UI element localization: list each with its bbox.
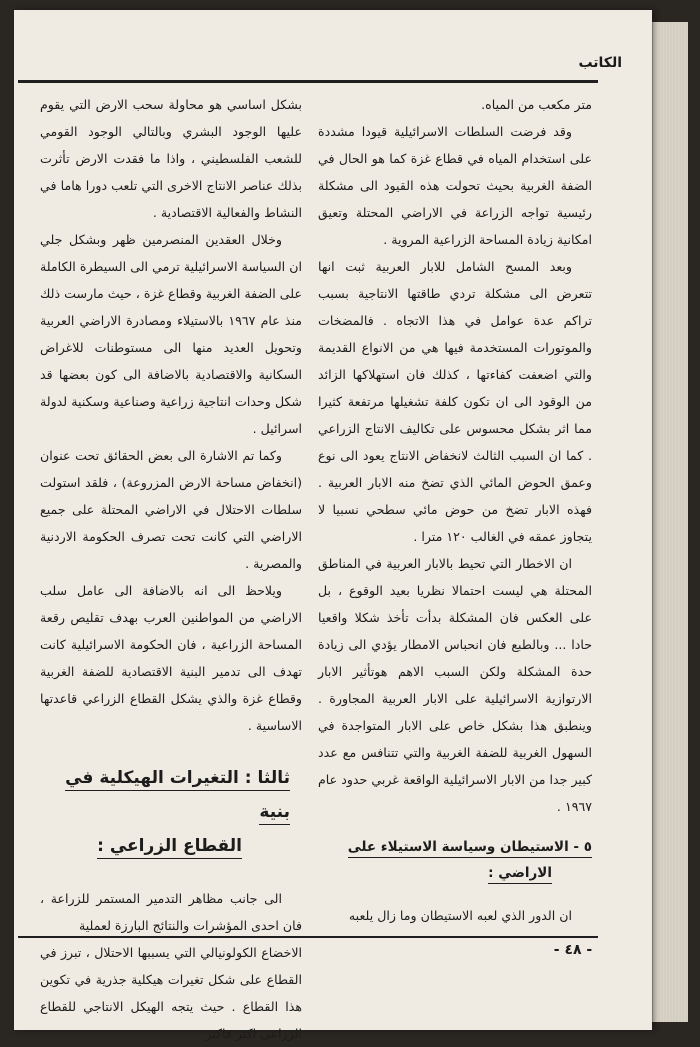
heading-line1: ثالثا : التغيرات الهيكلية في بنية — [65, 768, 290, 825]
page-number: - ٤٨ - — [553, 942, 593, 958]
right-column — [318, 91, 592, 927]
section-heading-line2: الاراضي : — [488, 865, 552, 884]
paragraph: الى جانب مظاهر التدمير المستمر للزراعة ، فان احدى المؤشرات والنتائج البارزة لعملية — [40, 891, 302, 933]
heading-line2: القطاع الزراعي : — [97, 836, 242, 859]
paragraph: متر مكعب من المياه. — [481, 97, 592, 112]
paragraph: ان الدور الذي لعبه الاستيطان وما زال يلعبه — [348, 908, 572, 923]
section-heading-structural — [40, 761, 302, 863]
running-head: الكاتب — [578, 55, 622, 71]
paragraph: ويلاحظ الى انه بالاضافة الى عامل سلب الاراضي من المواطنين العرب بهدف تقليص رقعة المساحة الزراعية ، فان الحكومة الاسرائيلية كانت تهدف الى تدمير البنية الاقتصادية للضفة الغربية وقطاع غزة والذي يشكل القطاع الزراعي قاعدتها الاساسية . — [40, 583, 302, 733]
section-heading-line1: ٥ - الاستيطان وسياسة الاستيلاء على — [348, 839, 592, 858]
paragraph: وكما تم الاشارة الى بعض الحقائق تحت عنوان (انخفاض مساحة الارض المزروعة) ، فلقد استولت سلطات الاحتلال في الاراضي المحتلة على جميع الاراضي التي كانت تحت تصرف الحكومة الاردنية والمصرية . — [40, 448, 302, 571]
header-rule — [18, 80, 598, 83]
paragraph: ان الاخطار التي تحيط بالابار العربية في المناطق المحتلة هي ليست احتمالا نظريا بعيد الوقوع ، بل على العكس فان المشكلة بدأت تأخذ شكلا واقعيا حادا ... وبالطبع فان انحباس الامطار يؤدي الى زيادة حدة المشكلة ولكن السبب الاهم هوتأثير الابار الارتوازية الاسرائيلية على الابار العربية المجاورة . وينطبق هذا بشكل خاص على الابار المتواجدة في السهول الغربية للضفة الغربية والتي تتنافس مع عدد كبير جدا من الابار الاسرائيلية الواقعة غربي حدود عام ١٩٦٧ . — [318, 556, 592, 814]
paragraph: وقد فرضت السلطات الاسرائيلية قيودا مشددة على استخدام المياه في قطاع غزة كما هو الحال في الضفة الغربية بحيث تحولت هذه القيود الى مشكلة رئيسية تواجه الزراعة في الاراضي المحتلة وتعيق امكانية زيادة المساحة الزراعية المروية . — [318, 124, 592, 247]
paragraph: وخلال العقدين المنصرمين ظهر وبشكل جلي ان السياسة الاسرائيلية ترمي الى السيطرة الكاملة على الضفة الغربية وقطاع غزة ، حيث مارست ذلك منذ عام ١٩٦٧ بالاستيلاء ومصادرة الاراضي العربية وتحويل العديد منها الى مستوطنات للاغراض السكانية والاقتصادية بالاضافة الى كون بعضها قد شكل وحدات انتاجية زراعية وصناعية وسكنية لدولة اسرائيل . — [40, 232, 302, 436]
left-column — [40, 91, 302, 1041]
footer-rule — [18, 936, 598, 938]
paragraph: وبعد المسح الشامل للابار العربية ثبت انها تتعرض الى مشكلة تردي طاقتها الانتاجية بسبب تراكم عدة عوامل في هذا الاتجاه . فالمضخات والموتورات المستخدمة فيها هي من الانواع القديمة والتي اضعفت كفاءتها ، كذلك فان استهلاكها الزائد من الوقود الى ان تكون كلفة تشغيلها مرتفعة كثيرا مما اثر بشكل محسوس على تكاليف الانتاج الزراعي . كما ان السبب الثالث لانخفاض الانتاج يعود الى نوع وعمق الحوض المائي الذي تضخ منه الابار العربية . فهذه الابار تضخ من حوض مائي سطحي نسبيا لا يتجاوز عمقه في الغالب ١٢٠ مترا . — [318, 259, 592, 544]
page-edge — [652, 22, 688, 1022]
paragraph: الاخضاع الكولونيالي التي يسببها الاحتلال ، تبرز في القطاع على شكل تغيرات هيكلية جذرية في تكوين هذا القطاع . حيث يتجه الهيكل الانتاجي للقطاع الزراعي اكثر فاكثر — [40, 945, 302, 1041]
section-heading — [318, 834, 592, 886]
paragraph: بشكل اساسي هو محاولة سحب الارض التي يقوم عليها الوجود البشري وبالتالي الوجود القومي للشعب الفلسطيني ، واذا ما فقدت الارض تأثرت بذلك عناصر الانتاج الاخرى التي تلعب دورا هاما في النشاط والفعالية الاقتصادية . — [40, 97, 302, 220]
